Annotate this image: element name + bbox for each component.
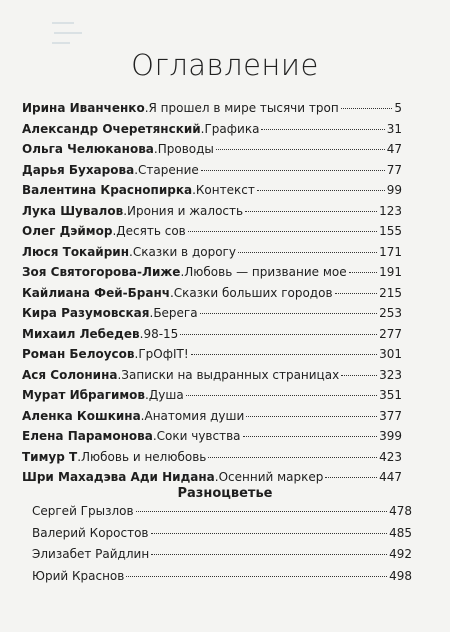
toc-entry: [22, 385, 402, 406]
entry-page-number: 253: [379, 306, 402, 320]
entry-author: Ирина Иванченко: [22, 101, 145, 115]
leader-dots: [246, 416, 377, 417]
leader-dots: [335, 293, 378, 294]
leader-dots: [349, 272, 378, 273]
entry-separator: .: [129, 244, 133, 259]
entry-page-number: 277: [379, 326, 402, 341]
entry-work: Ирония и жалость: [127, 203, 244, 218]
entry-author: Лука Шувалов: [22, 203, 124, 218]
entry-author: Кира Разумовская: [22, 306, 150, 320]
entry-separator: .: [180, 265, 185, 279]
entry-page-number: 31: [386, 121, 402, 136]
entry-name: Элизабет Райдлин: [32, 547, 150, 561]
leader-dots: [216, 149, 385, 150]
entry-author: Ольга Челюканова: [22, 142, 154, 156]
entry-author: Люся Токайрин: [22, 244, 129, 259]
section-contents: [32, 501, 412, 587]
toc-entry: [22, 426, 402, 447]
entry-separator: .: [169, 285, 174, 300]
leader-dots: [341, 108, 393, 109]
entry-author: Зоя Святогорова-Лиже: [22, 265, 181, 279]
leader-dots: [191, 354, 377, 355]
entry-work: Любовь и нелюбовь: [81, 449, 207, 464]
toc-entry: [22, 201, 402, 222]
entry-work: Графика: [204, 121, 260, 136]
entry-author: Шри Махадэва Ади Нидана: [22, 470, 215, 484]
entry-author: Кайлиана Фей-Бранч: [22, 285, 170, 300]
entry-author: Александр Очеретянский: [22, 121, 201, 136]
leader-dots: [238, 252, 377, 253]
toc-entry: [22, 221, 402, 242]
entry-page-number: 323: [379, 367, 402, 382]
entry-separator: .: [200, 121, 205, 136]
toc-entry: [22, 365, 402, 386]
entry-work: Десять сов: [116, 224, 186, 238]
entry-separator: .: [149, 306, 154, 320]
toc-entry: [22, 467, 402, 488]
entry-work: Душа: [148, 388, 184, 402]
toc-entry: [22, 262, 402, 283]
entry-page-number: 99: [386, 183, 402, 197]
toc-entry: [22, 98, 402, 119]
entry-work: Проводы: [157, 142, 214, 156]
entry-author: Елена Парамонова: [22, 429, 153, 443]
leader-dots: [151, 554, 387, 555]
entry-page-number: 485: [389, 525, 412, 540]
entry-author: Дарья Бухарова: [22, 162, 135, 177]
entry-work: 98-15: [143, 326, 179, 341]
entry-work: Сказки в дорогу: [132, 244, 236, 259]
leader-dots: [180, 334, 377, 335]
entry-author: Тимур Т: [22, 449, 78, 464]
entry-page-number: 123: [379, 203, 402, 218]
toc-entry: [22, 447, 402, 468]
entry-page-number: 215: [379, 285, 402, 300]
entry-separator: .: [117, 367, 122, 382]
entry-work: Берега: [153, 306, 198, 320]
entry-work: Любовь — призвание мое: [184, 265, 347, 279]
entry-page-number: 377: [379, 408, 402, 423]
entry-work: Соки чувства: [156, 429, 241, 443]
leader-dots: [341, 375, 377, 376]
entry-page-number: 447: [379, 470, 402, 484]
leader-dots: [186, 395, 377, 396]
entry-work: Сказки больших городов: [173, 285, 333, 300]
entry-author: Мурат Ибрагимов: [22, 388, 146, 402]
entry-page-number: 399: [379, 429, 402, 443]
section-entry: [32, 544, 412, 566]
entry-author: Ася Солонина: [22, 367, 118, 382]
entry-author: Олег Дэймор: [22, 224, 113, 238]
toc-entry: [22, 324, 402, 345]
entry-work: Анатомия души: [144, 408, 245, 423]
leader-dots: [136, 511, 388, 512]
entry-page-number: 5: [394, 101, 402, 115]
leader-dots: [126, 576, 387, 577]
section-title: Разноцветье: [177, 486, 273, 501]
entry-page-number: 47: [386, 142, 402, 156]
entry-page-number: 191: [379, 265, 402, 279]
entry-separator: .: [134, 347, 139, 361]
entry-separator: .: [77, 449, 82, 464]
entry-name: Сергей Грызлов: [32, 504, 134, 518]
section-entry: [32, 566, 412, 588]
toc-entry: [22, 406, 402, 427]
section-entry: [32, 501, 412, 523]
entry-separator: .: [134, 162, 139, 177]
entry-separator: .: [214, 470, 219, 484]
entry-separator: .: [192, 183, 196, 197]
leader-dots: [208, 457, 377, 458]
toc-entry: [22, 344, 402, 365]
leader-dots: [245, 211, 377, 212]
entry-page-number: 171: [379, 244, 402, 259]
entry-separator: .: [153, 142, 158, 156]
entry-work: Старение: [138, 162, 199, 177]
entry-page-number: 301: [379, 347, 402, 361]
section-entry: [32, 523, 412, 545]
entry-name: Валерий Коростов: [32, 525, 149, 540]
toc-entry: [22, 303, 402, 324]
entry-separator: .: [140, 408, 145, 423]
entry-author: Аленка Кошкина: [22, 408, 141, 423]
entry-work: Осенний маркер: [218, 470, 324, 484]
entry-page-number: 492: [389, 547, 412, 561]
entry-separator: .: [112, 224, 117, 238]
toc-entry: [22, 119, 402, 140]
toc-entry: [22, 283, 402, 304]
entry-work: Записки на выдранных страницах: [121, 367, 340, 382]
toc-entry: [22, 242, 402, 263]
entry-work: Контекст: [195, 183, 255, 197]
entry-page-number: 155: [379, 224, 402, 238]
leader-dots: [201, 170, 385, 171]
leader-dots: [257, 190, 385, 191]
entry-work: Я прошел в мире тысячи троп: [148, 101, 339, 115]
toc-entry: [22, 160, 402, 181]
entry-page-number: 478: [389, 504, 412, 518]
entry-separator: .: [139, 326, 144, 341]
entry-author: Валентина Краснопирка: [22, 183, 193, 197]
leader-dots: [243, 436, 378, 437]
entry-name: Юрий Краснов: [32, 568, 125, 583]
table-of-contents: [22, 98, 402, 488]
toc-entry: [22, 180, 402, 201]
entry-author: Роман Белоусов: [22, 347, 135, 361]
toc-entry: [22, 139, 402, 160]
leader-dots: [261, 129, 384, 130]
leader-dots: [188, 231, 377, 232]
entry-page-number: 351: [379, 388, 402, 402]
leader-dots: [325, 477, 377, 478]
entry-separator: .: [152, 429, 157, 443]
leader-dots: [200, 313, 378, 314]
entry-page-number: 77: [386, 162, 402, 177]
page-title: Оглавление: [131, 48, 319, 82]
entry-page-number: 423: [379, 449, 402, 464]
bleed-through-mark: [52, 18, 84, 46]
entry-page-number: 498: [389, 568, 412, 583]
entry-separator: .: [144, 101, 149, 115]
entry-separator: .: [145, 388, 149, 402]
leader-dots: [151, 533, 388, 534]
entry-work: ГрОфIТ!: [138, 347, 189, 361]
entry-author: Михаил Лебедев: [22, 326, 140, 341]
entry-separator: .: [123, 203, 128, 218]
